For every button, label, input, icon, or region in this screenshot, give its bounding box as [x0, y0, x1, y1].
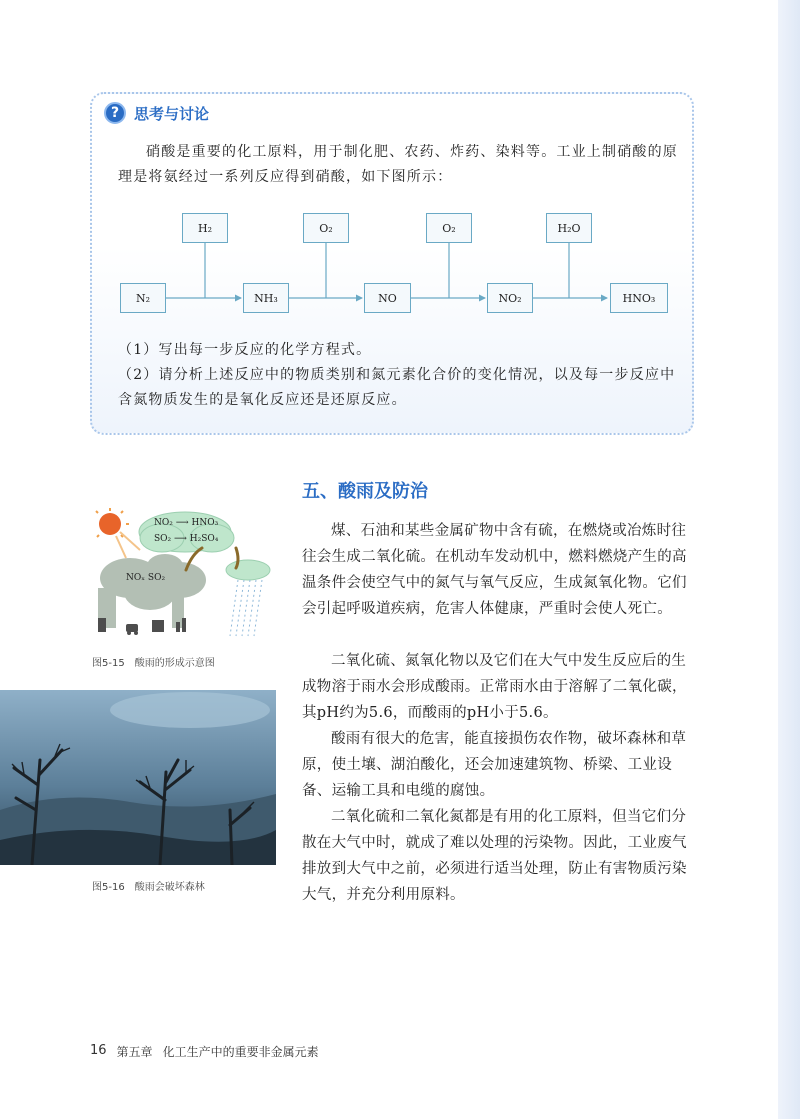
question-2: （2）请分析上述反应中的物质类别和氮元素化合价的变化情况，以及每一步反应中含氮物质发生的是氧化反应还是还原反应。 — [118, 367, 676, 408]
flow-node-reagent: H₂O — [546, 213, 592, 243]
chapter-label: 第五章 — [116, 1045, 153, 1059]
page-number: 16 — [90, 1043, 107, 1058]
flow-node-chain: NO — [364, 283, 411, 313]
eq-so2-label: SO₂ ⟶ H₂SO₄ — [154, 534, 219, 544]
eq-no2-label: NO₂ ⟶ HNO₃ — [154, 518, 219, 528]
flow-node-reagent: O₂ — [303, 213, 349, 243]
flow-node-chain: N₂ — [120, 283, 166, 313]
sun-icon — [96, 508, 140, 558]
section-title: 五、酸雨及防治 — [302, 481, 428, 502]
paragraph: 二氧化硫和二氧化氮都是有用的化工原料，但当它们分散在大气中时，就成了难以处理的污染物。因此，工业废气排放到大气中之前，必须进行适当处理，防止有害物质污染大气，并充分利用原料。 — [302, 809, 687, 903]
question-1: （1）写出每一步反应的化学方程式。 — [118, 342, 372, 358]
damaged-forest-photo — [0, 690, 276, 865]
paragraph: 煤、石油和某些金属矿物中含有硫，在燃烧或冶炼时往往会生成二氧化硫。在机动车发动机中，燃料燃烧产生的高温条件会使空气中的氮气与氧气反应，生成氮氧化物。它们会引起呼吸道疾病，危害人体健康，严重时会使人死亡。 — [302, 523, 687, 617]
flow-node-reagent: O₂ — [426, 213, 472, 243]
figure-caption: 图5-15 酸雨的形成示意图 — [92, 658, 215, 669]
emission-label: NOₓ SO₂ — [126, 573, 166, 583]
chapter-title: 化工生产中的重要非金属元素 — [162, 1045, 319, 1059]
page-edge-strip — [778, 0, 800, 1119]
smoke-plume — [98, 554, 206, 628]
page-footer — [90, 1043, 319, 1060]
discussion-title: 思考与讨论 — [134, 104, 210, 123]
acid-rain-formation-diagram — [90, 508, 280, 638]
flow-node-chain: HNO₃ — [610, 283, 668, 313]
paragraph: 二氧化硫、氮氧化物以及它们在大气中发生反应后的生成物溶于雨水会形成酸雨。正常雨水由于溶解了二氧化碳，其pH约为5.6，而酸雨的pH小于5.6。 — [302, 653, 687, 721]
flow-node-chain: NH₃ — [243, 283, 289, 313]
paragraph: 酸雨有很大的危害，能直接损伤农作物，破坏森林和草原，使土壤、湖泊酸化，还会加速建筑物、桥梁、工业设备、运输工具和电缆的腐蚀。 — [302, 731, 687, 799]
figure-caption: 图5-16 酸雨会破坏森林 — [92, 882, 205, 893]
discussion-intro: 硝酸是重要的化工原料，用于制化肥、农药、炸药、染料等。工业上制硝酸的原理是将氨经过一系列反应得到硝酸，如下图所示： — [118, 144, 678, 185]
flow-node-chain: NO₂ — [487, 283, 533, 313]
flow-node-reagent: H₂ — [182, 213, 228, 243]
discussion-header — [104, 100, 209, 126]
question-icon: ? — [104, 102, 126, 124]
